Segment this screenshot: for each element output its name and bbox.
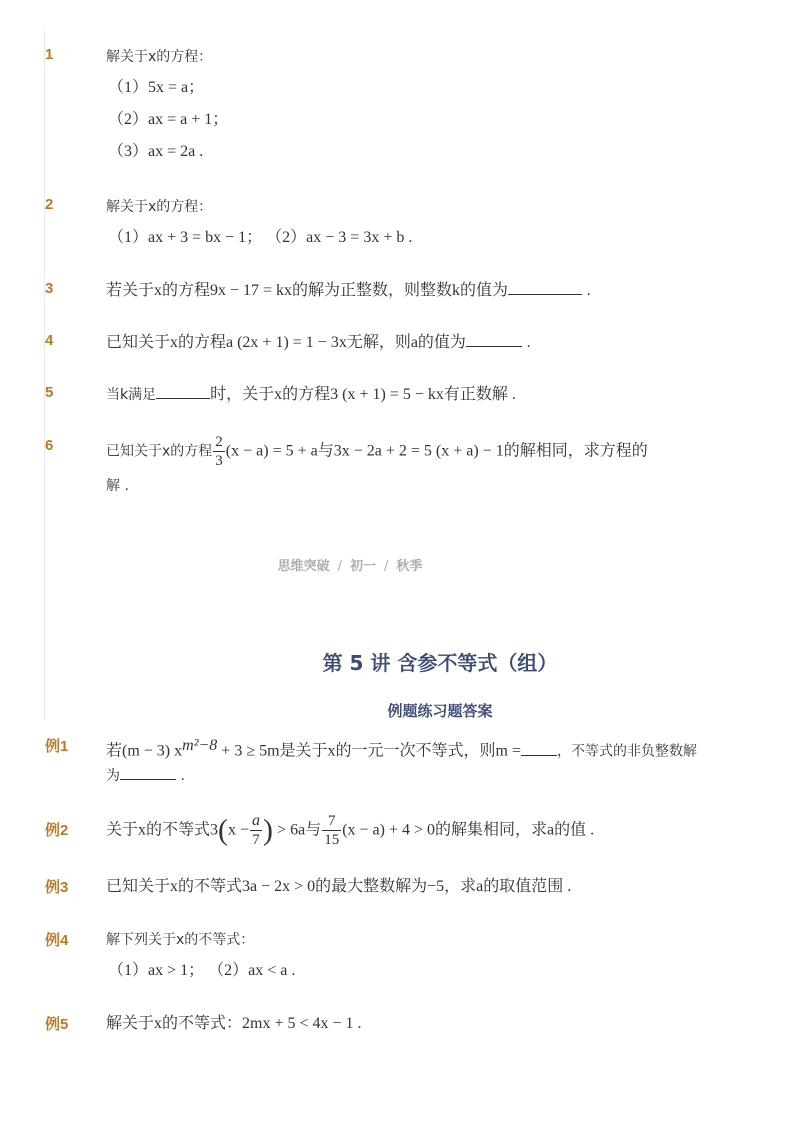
example-continuation: 为 (106, 768, 120, 784)
sub-item: （1）ax > 1； （2）ax < a . (108, 962, 296, 979)
problem-number: 2 (45, 196, 54, 213)
example-text: 解关于x的不等式：2mx + 5 < 4x − 1 . (106, 1015, 362, 1032)
problem-intro: 解关于x的方程： (106, 199, 213, 215)
paren-close-icon: ) (263, 813, 274, 847)
fraction: $\frac{a}{7}$ (252, 812, 261, 848)
sub-item: （2）ax = a + 1； (108, 111, 229, 128)
example-text-mid: > 6a与 (273, 821, 322, 839)
answer-blank[interactable] (466, 332, 522, 347)
sub-item: （3）ax = 2a . (108, 143, 204, 160)
fraction: $\frac{2}{3}$ (215, 434, 223, 469)
example-text-post: ，不等式的非负整数解 (557, 743, 698, 760)
problem-text-pre: 已知关于x的方程 (106, 443, 213, 460)
section-title: 例题练习题答案 (387, 702, 493, 720)
problem-text: 已知关于x的方程a (2x + 1) = 1 − 3x无解，则a的值为 (106, 334, 466, 351)
problem-intro: 解关于x的方程： (106, 49, 213, 65)
sub-item: （1）ax + 3 = bx − 1； （2）ax − 3 = 3x + b . (108, 229, 413, 246)
problem-number: 3 (45, 280, 54, 297)
example-number: 例2 (45, 822, 69, 839)
example-text-pre: 若(m − 3) x (106, 742, 183, 760)
fraction: $\frac{7}{15}$ (324, 813, 340, 848)
problem-text-pre: 当k满足 (106, 387, 157, 403)
example-number: 例4 (45, 932, 69, 949)
problem-text: 若关于x的方程9x − 17 = kx的解为正整数，则整数k的值为 (106, 282, 509, 299)
answer-blank[interactable] (156, 384, 210, 399)
problem-number: 4 (45, 332, 54, 349)
example-text: 已知关于x的不等式3a − 2x > 0的最大整数解为−5，求a的取值范围 . (106, 878, 572, 895)
example-intro: 解下列关于x的不等式： (106, 932, 255, 948)
chapter-title: 第 5 讲 含参不等式（组） (322, 651, 558, 675)
problem-number: 1 (45, 46, 54, 63)
problem-end: . (582, 283, 591, 299)
problem-end: . (521, 335, 531, 351)
answer-blank[interactable] (521, 741, 557, 756)
problem-number: 6 (45, 437, 54, 454)
paren-open-icon: ( (218, 813, 229, 847)
answer-blank[interactable] (508, 280, 582, 295)
example-text-post: (x − a) + 4 > 0的解集相同，求a的值 . (342, 821, 595, 839)
answer-blank[interactable] (120, 765, 176, 780)
example-text-mid: + 3 ≥ 5m是关于x的一元一次不等式，则m = (217, 742, 522, 760)
inner-expression: x − (228, 821, 250, 839)
margin-rule (44, 30, 45, 720)
exponent: m²−8 (182, 737, 218, 754)
problem-continuation: 解 . (106, 478, 129, 494)
problem-number: 5 (45, 384, 54, 401)
problem-text-post: (x − a) = 5 + a与3x − 2a + 2 = 5 (x + a) − 1的解相同，求方程的 (225, 442, 648, 460)
sub-item: （1）5x = a； (108, 79, 205, 96)
running-footer: 思维突破 / 初一 / 秋季 (277, 559, 423, 574)
problem-text-post: 时，关于x的方程3 (x + 1) = 5 − kx有正数解 . (210, 386, 516, 403)
example-text-pre: 关于x的不等式3 (106, 821, 219, 839)
example-number: 例3 (45, 879, 69, 896)
example-number: 例1 (45, 738, 69, 755)
example-end: . (176, 768, 185, 784)
example-number: 例5 (45, 1016, 69, 1033)
